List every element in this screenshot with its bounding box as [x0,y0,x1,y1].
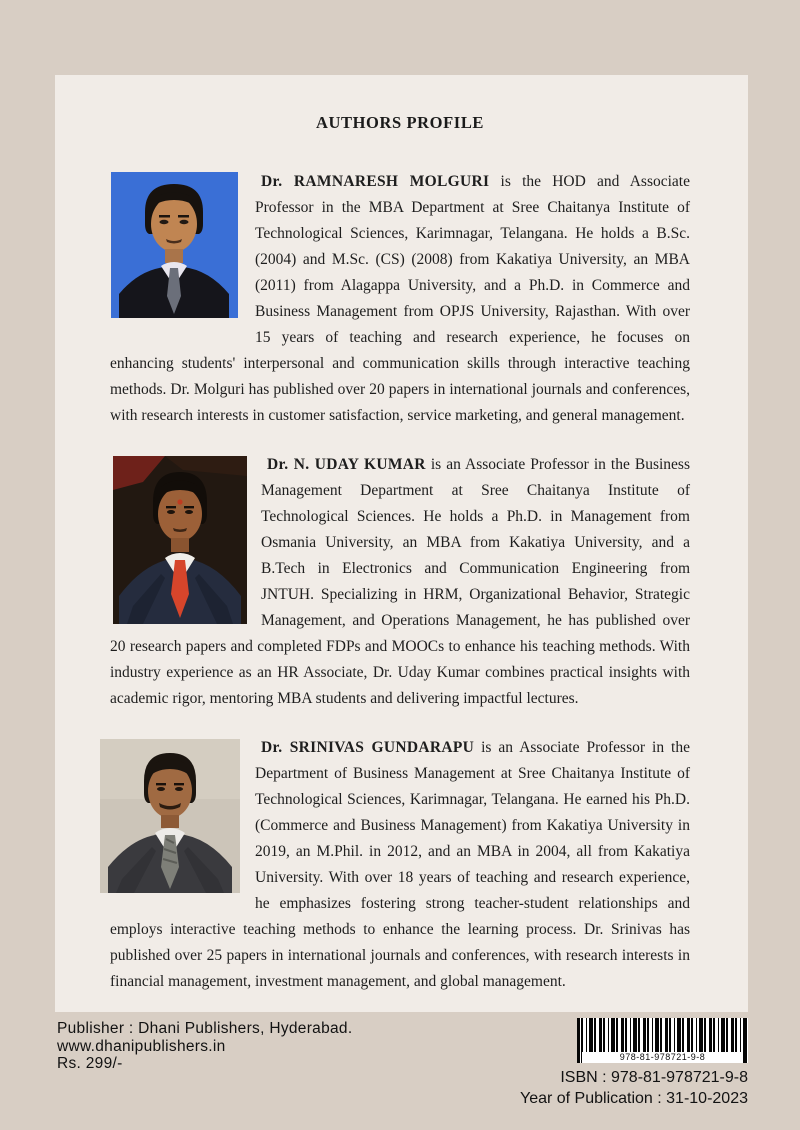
author-photo-uday-kumar [113,456,247,624]
portrait-illustration [113,456,247,624]
author-bio-text: is an Associate Professor in the Business Management Department at Sree Chaitanya Institute of Technological Sciences. He holds a Ph.D. in Management from Osmania University, an MBA from Kakatiya University, and a B.Tech in Electronics and Communication Engineering from JNTUH. Specializing in HRM, Organizational Behavior, Strategic Management, and Operations Management, he has published over 20 research papers and completed FDPs and MOOCs to enhance his teaching methods. With industry experience as an HR Associate, Dr. Uday Kumar combines practical insights with academic rigor, mentoring MBA students and delivering impactful lectures. [110,456,690,707]
author-bio-text: is the HOD and Associate Professor in the MBA Department at Sree Chaitanya Institute of Technological Sciences, Karimnagar, Telangana. He holds a B.Sc. (2004) and M.Sc. (CS) (2008) from Kakatiya University, an MBA (2011) from Alagappa University, and a Ph.D. in Commerce and Business Management from OPJS University, Rajasthan. With over 15 years of teaching and research experience, he focuses on enhancing students' interpersonal and communication skills through interactive teaching methods. Dr. Molguri has published over 20 papers in international journals and conferences, with research interests in customer satisfaction, service marketing, and general management. [110,173,690,424]
isbn-info [520,1018,748,1108]
author-name: Dr. RAMNARESH MOLGURI [261,173,490,190]
portrait-illustration [100,739,240,893]
barcode-number: 978-81-978721-9-8 [582,1052,743,1063]
publisher-website: www.dhanipublishers.in [57,1037,226,1055]
author-photo-srinivas [100,739,240,893]
price-label: Rs. 299/- [57,1055,123,1072]
isbn-barcode [577,1018,748,1063]
author-name: Dr. N. UDAY KUMAR [267,456,426,473]
publisher-info [57,1020,352,1073]
content-panel [55,75,748,1012]
author-photo-ramnaresh [111,172,238,318]
isbn-line: ISBN : 978-81-978721-9-8 [560,1069,748,1086]
author-section-srinivas [110,735,690,995]
author-name: Dr. SRINIVAS GUNDARAPU [261,739,475,756]
year-of-publication-line: Year of Publication : 31-10-2023 [519,1090,748,1107]
portrait-illustration [111,172,238,318]
author-bio-text: is an Associate Professor in the Department of Business Management at Sree Chaitanya Institute of Technological Sciences, Karimnagar, Telangana. He earned his Ph.D. (Commerce and Business Management) from Kakatiya University in 2019, an M.Phil. in 2012, and an MBA in 2004, all from Kakatiya University. With over 18 years of teaching and research experience, he emphasizes fostering strong teacher-student relationships and employs interactive teaching methods to enhance the learning process. Dr. Srinivas has published over 25 papers in international journals and conferences, with research interests in financial management, investment management, and global management. [110,739,690,990]
author-section-ramnaresh [110,169,690,429]
author-section-uday-kumar [110,452,690,712]
publisher-line: Publisher : Dhani Publishers, Hyderabad. [57,1020,353,1037]
page-title: AUTHORS PROFILE [315,113,485,132]
